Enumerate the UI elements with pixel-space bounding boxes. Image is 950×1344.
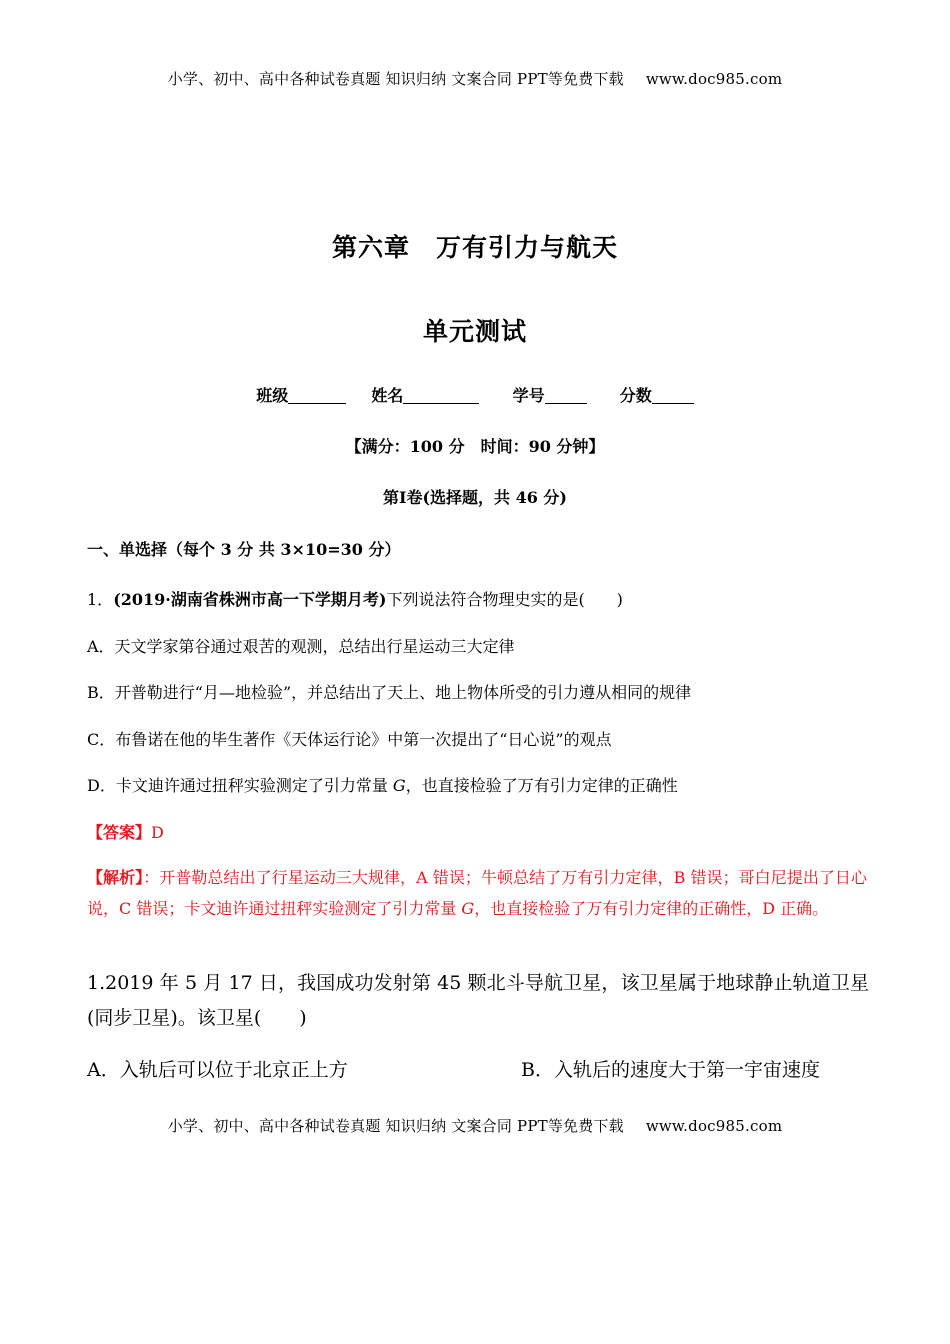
- option-d-text-post: ，也直接检验了万有引力定律的正确性: [405, 776, 678, 795]
- page-header: [0, 68, 950, 89]
- footer-url[interactable]: www.doc985.com: [645, 1117, 783, 1135]
- name-blank: [403, 387, 479, 404]
- question-1-stem-line: [87, 587, 623, 610]
- answer-value: D: [151, 823, 164, 842]
- volume-heading: 第Ⅰ卷(选择题，共 46 分): [382, 488, 568, 507]
- class-label: 班级: [256, 386, 289, 405]
- question-1-option-b: B．开普勒进行“月—地检验”，并总结出了天上、地上物体所受的引力遵从相同的规律: [87, 683, 692, 702]
- question-2-stem: 1.2019 年 5 月 17 日，我国成功发射第 45 颗北斗导航卫星，该卫星属于地球静止轨道卫星(同步卫星)。该卫星( ): [87, 972, 869, 1029]
- footer-text: 小学、初中、高中各种试卷真题 知识归纳 文案合同 PPT等免费下载: [167, 1117, 624, 1135]
- analysis-text-post: ，也直接检验了万有引力定律的正确性，D 正确。: [474, 899, 829, 918]
- answer-label: 【答案】: [87, 823, 152, 842]
- score-label: 分数: [619, 386, 652, 405]
- header-text: 小学、初中、高中各种试卷真题 知识归纳 文案合同 PPT等免费下载: [167, 70, 624, 88]
- section-heading: 一、单选择（每个 3 分 共 3×10=30 分）: [87, 540, 401, 559]
- page-footer: [0, 1115, 950, 1136]
- question-1-answer: [87, 820, 164, 843]
- question-1-option-a: A．天文学家第谷通过艰苦的观测，总结出行星运动三大定律: [87, 637, 515, 656]
- id-blank: [545, 387, 587, 404]
- question-1-source: (2019·湖南省株洲市高一下学期月考): [113, 590, 387, 609]
- class-blank: [288, 387, 346, 404]
- question-1-option-c: C．布鲁诺在他的毕生著作《天体运行论》中第一次提出了“日心说”的观点: [87, 730, 612, 749]
- question-1-stem: 下列说法符合物理史实的是( ): [386, 590, 623, 609]
- chapter-title: 第六章 万有引力与航天: [331, 233, 618, 262]
- analysis-label: 【解析】: [87, 868, 144, 887]
- question-1-number: 1．: [87, 590, 114, 609]
- exam-meta: 【满分：100 分 时间：90 分钟】: [345, 437, 605, 456]
- question-1-option-d: [87, 773, 678, 796]
- question-2-option-a: A．入轨后可以位于北京正上方: [87, 1059, 348, 1081]
- analysis-variable: G: [461, 899, 475, 918]
- name-label: 姓名: [371, 386, 404, 405]
- analysis-text-pre: ：开普勒总结出了行星运动三大规律，A 错误；牛顿总结了万有引力定律，B 错误；哥白尼提出了日心说，C 错误；卡文迪许通过扭秤实验测定了引力常量: [87, 868, 867, 918]
- question-1-analysis: [87, 862, 867, 924]
- option-d-text-pre: D．卡文迪许通过扭秤实验测定了引力常量: [87, 776, 393, 795]
- header-url[interactable]: www.doc985.com: [645, 70, 783, 88]
- student-info-fields: [0, 383, 950, 406]
- score-blank: [652, 387, 694, 404]
- id-label: 学号: [512, 386, 545, 405]
- question-2-option-b: B．入轨后的速度大于第一宇宙速度: [521, 1059, 820, 1081]
- unit-test-title: 单元测试: [422, 317, 527, 346]
- option-d-variable: G: [392, 776, 406, 795]
